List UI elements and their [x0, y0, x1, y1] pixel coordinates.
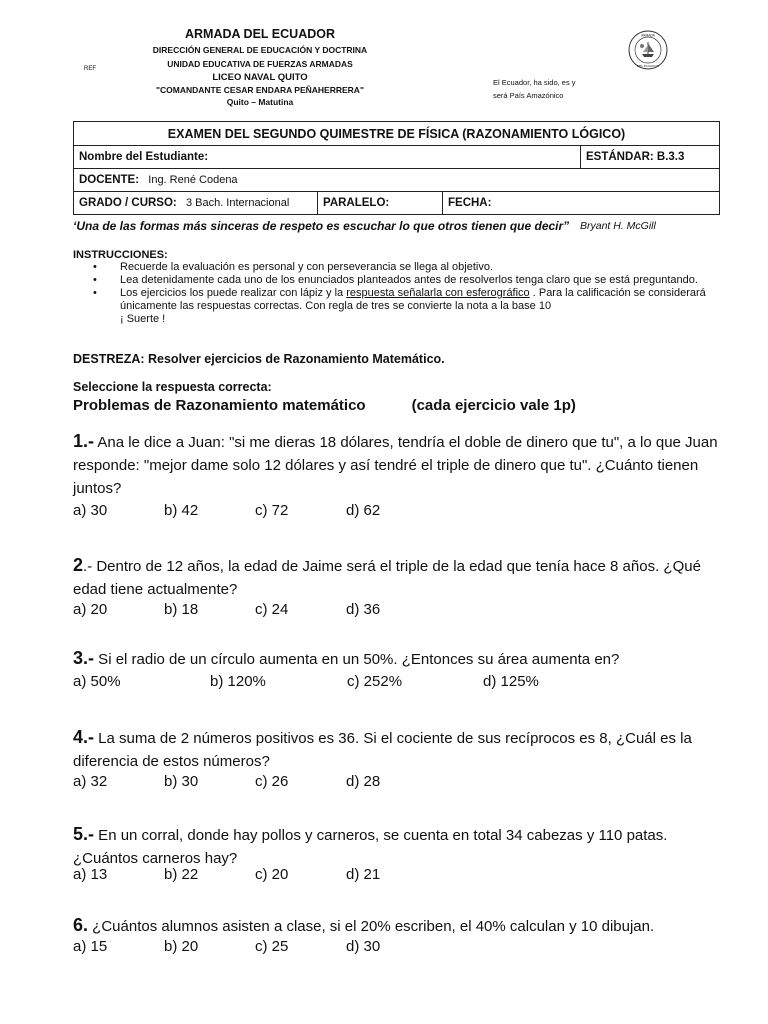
option-a[interactable]: a) 50%: [73, 673, 121, 690]
instruction-underlined-text: respuesta señalarla con esferográfico: [346, 287, 530, 299]
section-title: [73, 397, 576, 414]
question-1-options: [73, 501, 380, 521]
teacher-value: Ing. René Codena: [148, 174, 238, 186]
question-text: Ana le dice a Juan: "si me dieras 18 dólares, tendría el doble de dinero que tu", a lo que Juan responde: "mejor dame solo 12 dólares y así tendré el triple de dinero que tu". ¿Cuánto tienen juntos?: [73, 434, 718, 497]
question-text: La suma de 2 números positivos es 36. Si el cociente de sus recíprocos es 8, ¿Cuál es la diferencia de estos números?: [73, 730, 692, 770]
option-c[interactable]: c) 252%: [347, 673, 403, 690]
option-c[interactable]: c) 20: [255, 866, 289, 883]
option-b[interactable]: b) 20: [164, 938, 199, 955]
question-6-options: [73, 937, 380, 957]
school-line: LICEO NAVAL QUITO: [212, 72, 308, 83]
option-b[interactable]: b) 30: [164, 773, 199, 790]
instructions-title: INSTRUCCIONES:: [73, 249, 168, 261]
good-luck-text: ¡ Suerte !: [120, 313, 166, 325]
question-3-options: [73, 672, 539, 692]
question-text: En un corral, donde hay pollos y carneros, se cuenta en total 34 cabezas y 110 patas. ¿Cuántos carneros hay?: [73, 827, 668, 867]
option-a[interactable]: a) 20: [73, 601, 108, 618]
direction-line: DIRECCIÓN GENERAL DE EDUCACIÓN Y DOCTRINA: [152, 45, 368, 55]
option-c[interactable]: c) 72: [255, 502, 289, 519]
option-d[interactable]: d) 21: [346, 866, 381, 883]
question-2-options: [73, 600, 380, 620]
student-row: [74, 146, 720, 169]
instruction-text: . Para la calificación se considerará únicamente las respuestas correctas. Con regla de tres se convierte la nota a la base 10: [120, 287, 706, 312]
option-a[interactable]: a) 30: [73, 502, 108, 519]
standard-label: ESTÁNDAR: B.3.3: [581, 146, 720, 169]
teacher-label: DOCENTE:: [79, 174, 140, 186]
exam-title-row: [74, 122, 720, 146]
question-3: [73, 647, 733, 671]
question-text: Si el radio de un círculo aumenta en un 50%. ¿Entonces su área aumenta en?: [94, 651, 620, 668]
teacher-cell: [74, 169, 720, 192]
option-a[interactable]: a) 32: [73, 773, 108, 790]
section-note: (cada ejercicio vale 1p): [411, 397, 576, 414]
question-number: 3.-: [73, 648, 95, 668]
instruction-item: • Recuerde la evaluación es personal y con perseverancia se llega al objetivo.: [120, 261, 740, 274]
option-d[interactable]: d) 36: [346, 601, 381, 618]
navy-seal-logo: [628, 30, 668, 70]
option-b[interactable]: b) 18: [164, 601, 199, 618]
exam-title: EXAMEN DEL SEGUNDO QUIMESTRE DE FÍSICA (RAZONAMIENTO LÓGICO): [74, 122, 720, 146]
city-shift-line: Quito – Matutina: [226, 97, 294, 107]
question-text: .- Dentro de 12 años, la edad de Jaime será el triple de la edad que tenía hace 8 años. ¿Qué edad tiene actualmente?: [73, 558, 701, 598]
unit-line: UNIDAD EDUCATIVA DE FUERZAS ARMADAS: [167, 59, 353, 69]
option-b[interactable]: b) 22: [164, 866, 199, 883]
skill-statement: DESTREZA: Resolver ejercicios de Razonamiento Matemático.: [73, 352, 445, 366]
motto-line-2: será País Amazónico: [493, 91, 564, 100]
question-5-options: [73, 865, 380, 885]
option-c[interactable]: c) 24: [255, 601, 289, 618]
question-4-options: [73, 772, 380, 792]
option-d[interactable]: d) 30: [346, 938, 381, 955]
question-number: 2: [73, 555, 84, 575]
option-b[interactable]: b) 120%: [210, 673, 266, 690]
patron-line: "COMANDANTE CESAR ENDARA PEÑAHERRERA": [156, 85, 364, 95]
exam-info-table: [73, 121, 720, 215]
question-6: [73, 914, 733, 938]
grade-value: 3 Bach. Internacional: [185, 197, 290, 209]
parallel-field[interactable]: PARALELO:: [318, 192, 443, 215]
question-number: 4.-: [73, 727, 95, 747]
option-c[interactable]: c) 26: [255, 773, 289, 790]
question-2: [73, 554, 733, 601]
option-d[interactable]: d) 28: [346, 773, 381, 790]
instruction-text: Los ejercicios los puede realizar con lápiz y la: [120, 287, 347, 299]
grade-label: GRADO / CURSO:: [79, 197, 177, 209]
option-d[interactable]: d) 62: [346, 502, 381, 519]
question-1: [73, 430, 733, 500]
section-title-text: Problemas de Razonamiento matemático: [73, 397, 366, 414]
option-a[interactable]: a) 13: [73, 866, 108, 883]
question-number: 6.: [73, 915, 89, 935]
instructions-list: [73, 261, 740, 326]
instruction-item: • Lea detenidamente cada uno de los enunciados planteados antes de resolverlos tenga claro que se está preguntando.: [120, 274, 740, 287]
student-name-field[interactable]: Nombre del Estudiante:: [74, 146, 581, 169]
question-text: ¿Cuántos alumnos asisten a clase, si el 20% escriben, el 40% calculan y 10 dibujan.: [88, 918, 655, 935]
quote: ‘Una de las formas más sinceras de respeto es escuchar lo que otros tienen que decir”: [73, 219, 570, 233]
ref-label: REF: [84, 66, 96, 72]
option-a[interactable]: a) 15: [73, 938, 108, 955]
teacher-row: [74, 169, 720, 192]
grade-cell: [74, 192, 318, 215]
instruction-item: [120, 287, 740, 326]
option-c[interactable]: c) 25: [255, 938, 289, 955]
seal-text-bottom: DEL ECUADOR: [637, 64, 659, 68]
date-field[interactable]: FECHA:: [443, 192, 720, 215]
option-d[interactable]: d) 125%: [483, 673, 539, 690]
question-number: 5.-: [73, 824, 95, 844]
institution-title: ARMADA DEL ECUADOR: [185, 27, 335, 41]
question-number: 1.-: [73, 431, 95, 451]
option-b[interactable]: b) 42: [164, 502, 199, 519]
seal-text-top: ARMADA: [641, 33, 655, 38]
question-5: [73, 823, 733, 870]
motto-line-1: El Ecuador, ha sido, es y: [493, 78, 576, 87]
quote-author: Bryant H. McGill: [580, 220, 656, 232]
motto: [493, 76, 603, 102]
question-4: [73, 726, 733, 773]
grade-row: [74, 192, 720, 215]
select-prompt: Seleccione la respuesta correcta:: [73, 380, 272, 394]
